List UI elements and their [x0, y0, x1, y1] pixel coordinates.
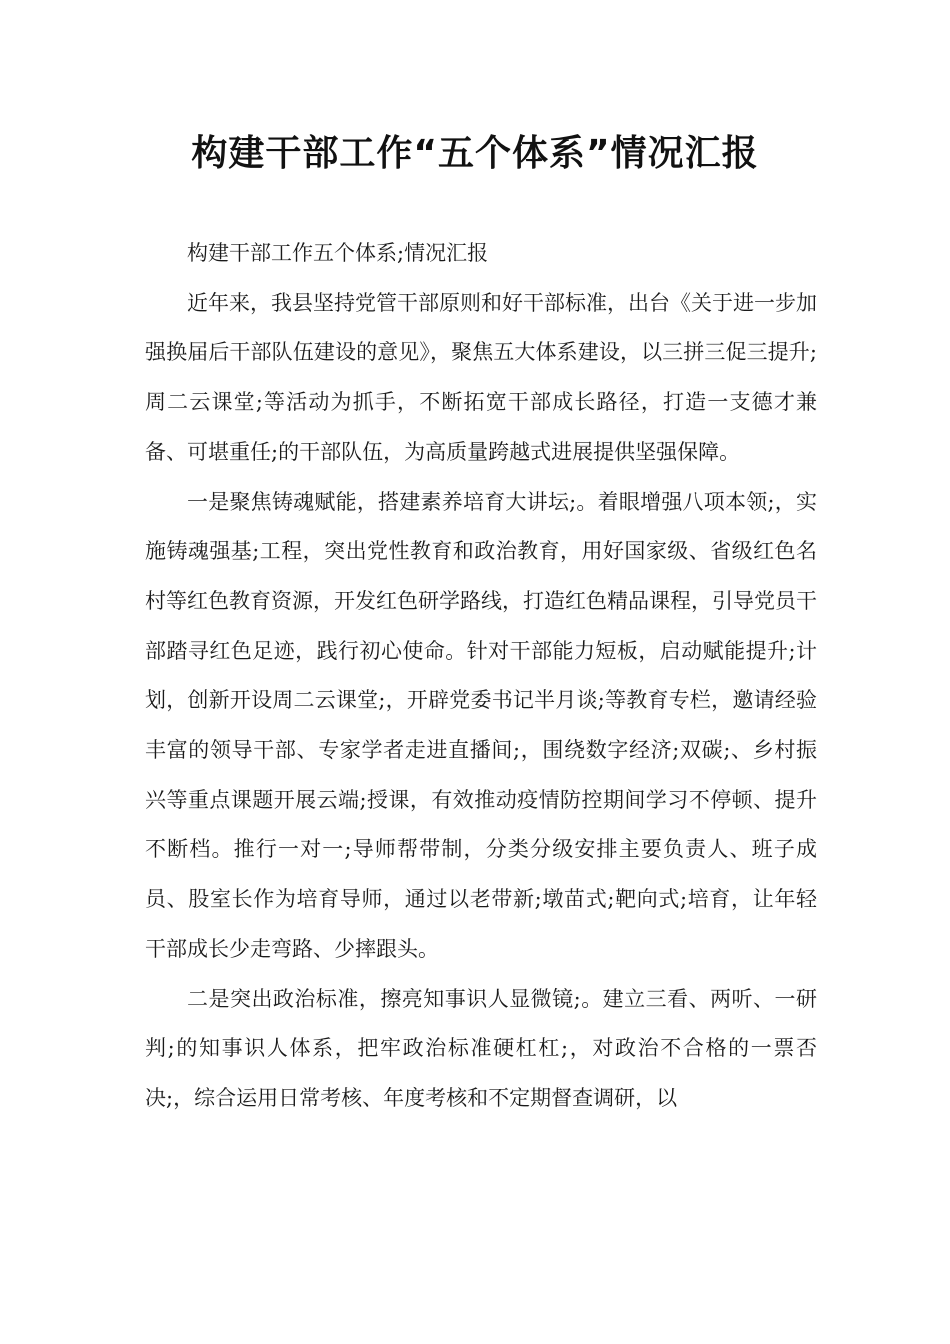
paragraph-subtitle: 构建干部工作五个体系;情况汇报 [187, 241, 489, 265]
paragraph-intro: 近年来，我县坚持党管干部原则和好干部标准，出台《关于进一步加强换届后干部队伍建设的意见》，聚焦五大体系建设，以三拼三促三提升;周二云课堂;等活动为抓手，不断拓宽干部成长路径，打造一支德才兼备、可堪重任;的干部队伍，为高质量跨越式进展提供坚强保障。 [145, 290, 817, 464]
document-body [145, 229, 817, 1124]
paragraph-point-two: 二是突出政治标准，擦亮知事识人显微镜;。建立三看、两听、一研判;的知事识人体系，把牢政治标准硬杠杠;，对政治不合格的一票否决;，综合运用日常考核、年度考核和不定期督查调研，以 [145, 986, 817, 1110]
paragraph-point-one: 一是聚焦铸魂赋能，搭建素养培育大讲坛;。着眼增强八项本领;，实施铸魂强基;工程，突出党性教育和政治教育，用好国家级、省级红色名村等红色教育资源，开发红色研学路线，打造红色精品课程，引导党员干部踏寻红色足迹，践行初心使命。针对干部能力短板，启动赋能提升;计划，创新开设周二云课堂;，开辟党委书记半月谈;等教育专栏，邀请经验丰富的领导干部、专家学者走进直播间;，围绕数字经济;双碳;、乡村振兴等重点课题开展云端;授课，有效推动疫情防控期间学习不停顿、提升不断档。推行一对一;导师帮带制，分类分级安排主要负责人、班子成员、股室长作为培育导师，通过以老带新;墩苗式;靶向式;培育，让年轻干部成长少走弯路、少摔跟头。 [145, 489, 817, 961]
document-title: 构建干部工作“五个体系”情况汇报 [191, 133, 759, 174]
